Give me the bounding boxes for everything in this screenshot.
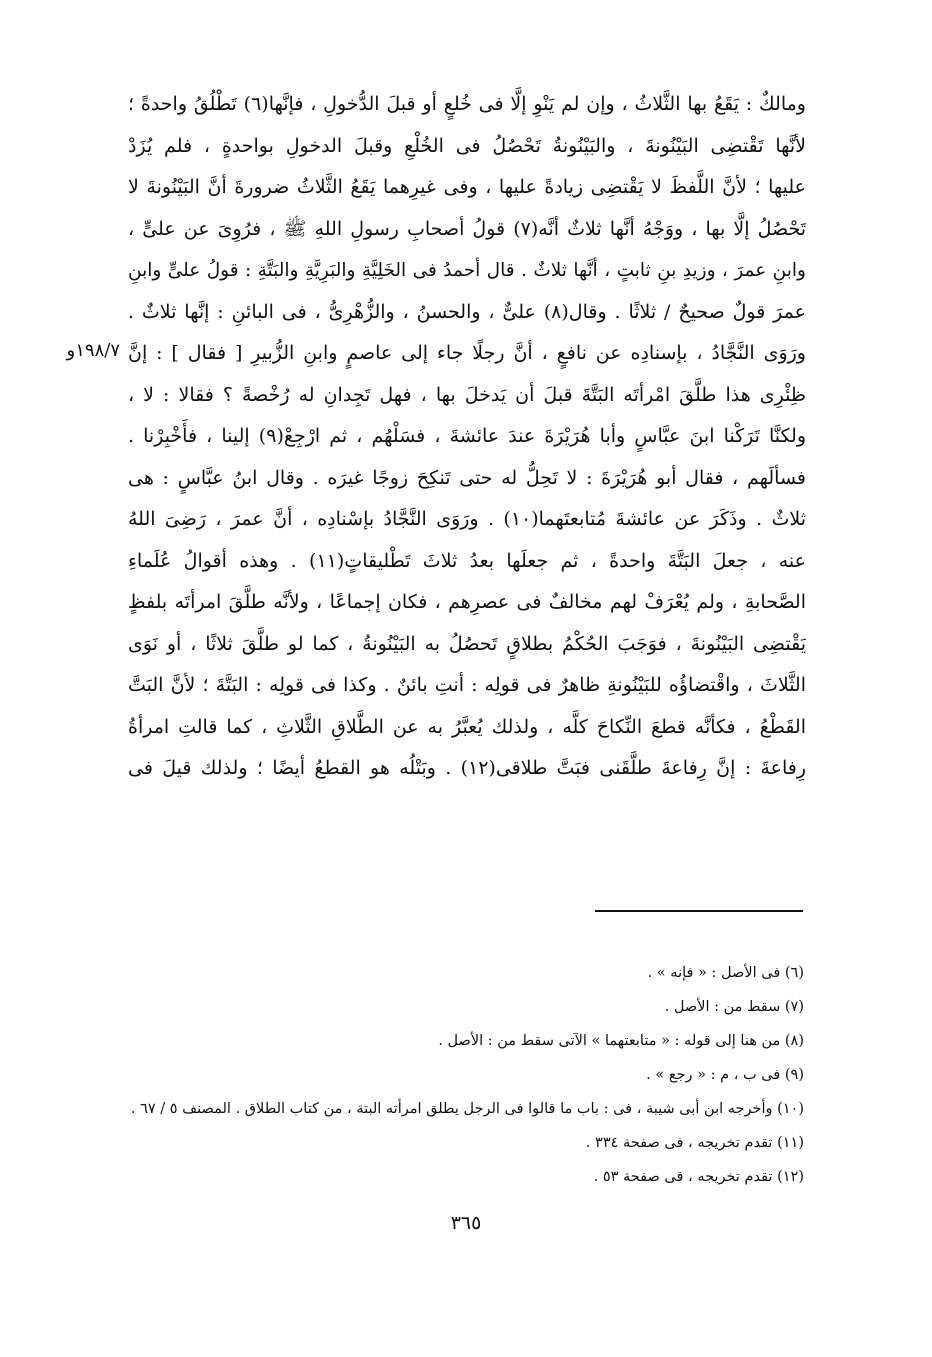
- text-line: الثَّلاثَ ، واقْتضاؤُه للبَيْنُونةِ ظاهرٌ فى قولِه : أنتِ بائنٌ . وكذا فى قولِه : البَتَّةَ ؛ لأنَّ البَتَّ: [128, 674, 806, 696]
- main-text-body: [128, 84, 806, 790]
- text-line: عليها ؛ لأنَّ اللَّفظَ لا يَقْتضِى زيادةً عليها ، وفى غيرِهما يَقَعُ الثَّلاثُ ضرورةَ أنَّ البَيْنُونةَ لا: [128, 176, 806, 198]
- footnote: (٨) من هنا إلى قوله : « متابعتهما » الآتى سقط من : الأصل .: [438, 1033, 804, 1049]
- text-line: رِفاعةَ : إنَّ رِفاعةَ طلَّقَنى فبَتَّ طلاقى(١٢) . وبَتْلُه هو القطعُ أيضًا ؛ ولذلك قيلَ فى: [128, 757, 806, 779]
- footnote: (٦) فى الأصل : « فإنه » .: [647, 965, 804, 981]
- text-line: ولكنَّا تَرَكْنا ابنَ عبَّاسٍ وأبا هُرَيْرَةَ عندَ عائشةَ ، فسَلْهُم ، ثم ارْجِعْ(٩) إلينا ، فأَخْبِرْنا .: [128, 425, 806, 447]
- text-line: عمرَ قولٌ صحيحٌ / ثلاثًا . وقال(٨) علىٌّ ، والحسنُ ، والزُّهْرِىُّ ، فى البائنِ : إنَّها ثلاثٌ .: [128, 300, 806, 323]
- text-line: فسألَهم ، فقال أبو هُرَيْرَةَ : لا تَحِلُّ له حتى تَنكِحَ زوجًا غيرَه . وقال ابنُ عبَّاسٍ : هى: [128, 466, 806, 489]
- footnotes-list: [128, 956, 804, 1194]
- footnote: (٩) فى ب ، م : « رجع » .: [646, 1067, 804, 1083]
- text-line: الصَّحابةِ ، ولم يُعْرَفْ لهم مخالفٌ فى عصرِهم ، فكان إجماعًا ، ولأنَّه طلَّقَ امرأتَه بلفظٍ: [128, 591, 806, 613]
- text-line: ومالكٌ : يَقَعُ بها الثَّلاثُ ، وإن لم يَنْوِ إلَّا فى خُلعٍ أو قبلَ الدُّخولِ ، فإنَّها(٦) تَطْلُقُ واحدةً ؛: [128, 93, 806, 115]
- footnote: (١١) تقدم تخريجه ، فى صفحة ٣٣٤ .: [585, 1135, 804, 1151]
- text-line: وابنِ عمرَ ، وزيدِ بنِ ثابتٍ ، أنَّها ثلاثٌ . قال أحمدُ فى الخَلِيَّةِ والبَرِيَّةِ والبَتَّةِ : قولُ علىٍّ وابنِ: [128, 260, 806, 281]
- text-line: تَحْصُلُ إلَّا بها ، ووَجْهُ أنَّها ثلاثٌ أنَّه(٧) قولُ أصحابِ رسولِ اللهِ ﷺ ، فرُوِىَ عن علىٍّ ،: [128, 217, 806, 240]
- text-line: ثلاثٌ . وذَكَرَ عن عائشةَ مُتابعتَهما(١٠) . ورَوَى النَّجَّادُ بإسْنادِه ، أنَّ عمرَ ، رَضِىَ اللهُ: [128, 508, 806, 530]
- footnote: (١٢) تقدم تخريجه ، فى صفحة ٥٣ .: [593, 1169, 804, 1185]
- text-line: لأنَّها تَقْتضِى البَيْنُونةَ ، والبَيْنُونةُ تَحْصُلُ فى الخُلْعِ وقبلَ الدخولِ بواحدةٍ ، فلم يُزَدْ: [128, 134, 806, 157]
- page-number: ٣٦٥: [450, 1212, 482, 1234]
- text-line: يَقْتضِى البَيْنُونةَ ، فوَجَبَ الحُكْمُ بطلاقٍ تَحصُلُ به البَيْنُونةُ ، كما لو طلَّقَ ثلاثًا ، أو نَوَى: [128, 632, 806, 655]
- footnote-divider: [595, 910, 803, 912]
- margin-folio-note: ١٩٨/٧و: [66, 340, 120, 361]
- text-line: ورَوَى النَّجَّادُ ، بإسنادِه عن نافعٍ ، أنَّ رجلًا جاء إلى عاصمٍ وابنِ الزُّبيرِ [ فقال ] : إنَّ: [128, 342, 806, 364]
- footnote: (١٠) وأخرجه ابن أبى شيبة ، فى : باب ما قالوا فى الرجل يطلق امرأته البتة ، من كتاب الطلاق . المصنف ٥ / ٦٧ .: [130, 1101, 804, 1117]
- text-line: القَطْعُ ، فكأنَّه قطعَ النِّكاحَ كلَّه ، ولذلك يُعبَّرُ به عن الطَّلاقِ الثَّلاثِ ، كما قالتِ امرأةُ: [128, 715, 806, 738]
- footnote: (٧) سقط من : الأصل .: [664, 999, 804, 1015]
- text-line: ظِئْرِى هذا طلَّقَ امْرأتَه البَتَّةَ قبلَ أن يَدخلَ بها ، فهل تَجِدانِ له رُخْصةً ؟ فقالا : لا ،: [128, 383, 806, 406]
- text-line: عنه ، جعلَ البَتَّةَ واحدةً ، ثم جعلَها بعدُ ثلاثَ تَطْليقاتٍ(١١) . وهذه أقوالُ عُلَماءِ: [128, 549, 806, 572]
